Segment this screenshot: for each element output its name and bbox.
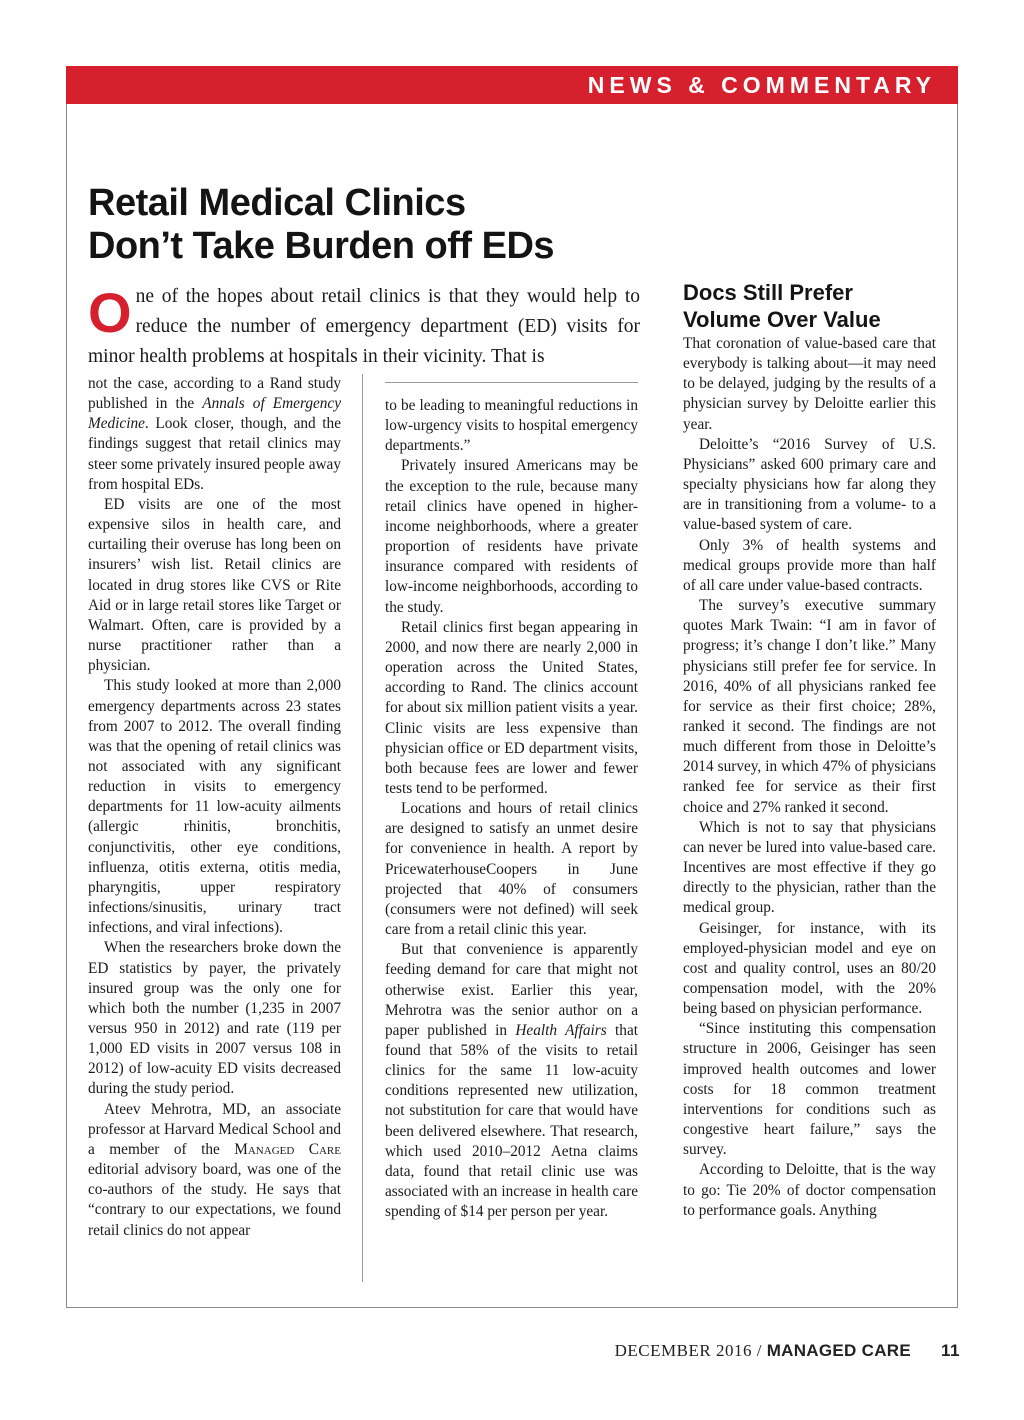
drop-cap: O: [88, 281, 132, 344]
sidebar-paragraph-8: According to Deloitte, that is the way to go: Tie 20% of doctor compensation to performance goals. Anything: [683, 1161, 936, 1219]
page-number: 11: [941, 1341, 960, 1360]
headline-line-2: Don’t Take Burden off EDs: [88, 225, 555, 267]
section-label: NEWS & COMMENTARY: [587, 72, 936, 98]
col1-paragraph-1: [88, 374, 341, 495]
sidebar-paragraph-2: Deloitte’s “2016 Survey of U.S. Physicians” asked 600 primary care and specialty physicians how far along they are in transitioning from a volume- to a value-based system of care.: [683, 435, 936, 534]
col1-paragraph-5: [88, 1100, 341, 1241]
journal-name: Annals of Emergency Medicine: [88, 395, 341, 433]
sidebar-column: [683, 334, 936, 1221]
sidebar-paragraph-6: Geisinger, for instance, with its employed-physician model and eye on cost and quality control, uses an 80/20 compensation model, with the 20% being based on physician performance.: [683, 919, 936, 1018]
headline-line-1: Retail Medical Clinics: [88, 182, 466, 224]
col1-p5-text-b: editorial advisory board, was one of the co-authors of the study. He says that “contrary to our expectations, we found retail clinics do not appear: [88, 1161, 341, 1239]
col2-paragraph-2: Privately insured Americans may be the exception to the rule, because many retail clinics have opened in higher-income neighborhoods, where a greater proportion of residents have private insurance compared with residents of low-income neighborhoods, according to the study.: [385, 457, 638, 616]
sidebar-paragraph-7: “Since instituting this compensation structure in 2006, Geisinger has seen improved health outcomes and lower costs for 18 common treatment interventions for conditions such as congestive heart failure,” says the survey.: [683, 1020, 936, 1159]
column-divider: [362, 374, 363, 1282]
col1-paragraph-2: ED visits are one of the most expensive silos in health care, and curtailing their overuse has long been on insurers’ wish list. Retail clinics are located in drug stores like CVS or Rite Aid or in large retail stores like Target or Walmart. Often, care is provided by a nurse practitioner rather than a physician.: [88, 495, 341, 675]
col2-paragraph-5: [385, 940, 638, 1222]
sidebar-title: [683, 279, 936, 333]
sidebar-paragraph-1: That coronation of value-based care that everybody is talking about—it may need to be delayed, judging by the results of a physician survey by Deloitte earlier this year.: [683, 335, 936, 433]
sidebar-paragraph-4: The survey’s executive summary quotes Mark Twain: “I am in favor of progress; it’s change I don’t like.” Many physicians still prefer fee for service. In 2016, 40% of all physicians ranked fee for service as their first choice; 28%, ranked it second. The findings are not much different from those in Deloitte’s 2014 survey, in which 47% of physicians ranked fee for service as their first choice and 27% ranked it second.: [683, 597, 936, 816]
section-banner: [66, 66, 958, 104]
sidebar-paragraph-3: Only 3% of health systems and medical groups provide more than half of all care under value-based contracts.: [683, 536, 936, 594]
col2-paragraph-1: to be leading to meaningful reductions in low-urgency visits to hospital emergency departments.”: [385, 397, 638, 455]
col2-p5-text-b: that found that 58% of the visits to retail clinics for the same 11 low-acuity conditions represented new utilization, not substitution for care that would have been delivered elsewhere. That research, which used 2010–2012 Aetna claims data, found that retail clinic use was associated with an increase in health care spending of $14 per person per year.: [385, 1021, 638, 1221]
article-lead: [88, 282, 640, 372]
article-headline: [88, 182, 648, 268]
lead-text: ne of the hopes about retail clinics is that they would help to reduce the number of emergency department (ED) visits for minor health problems at hospitals in their vicinity. That is: [88, 286, 640, 367]
sidebar-title-line-1: Docs Still Prefer: [683, 280, 853, 305]
col2-paragraph-3: Retail clinics first began appearing in 2000, and now there are nearly 2,000 in operation across the United States, according to Rand. The clinics account for about six million patient visits a year. Clinic visits are less expensive than physician office or ED department visits, both because fees are lower and fewer tests tend to be performed.: [385, 618, 638, 797]
col2-paragraph-4: Locations and hours of retail clinics are designed to satisfy an unmet desire for convenience in health. A report by PricewaterhouseCoopers in June projected that 40% of consumers (consumers were not defined) will seek care from a retail clinic this year.: [385, 800, 638, 939]
col1-p1-text-a: not the case, according to a Rand study published in the: [88, 375, 341, 413]
col1-p1-text-b: . Look closer, though, and the findings suggest that retail clinics may steer some privately insured people away from hospital EDs.: [88, 415, 341, 493]
journal-name: Health Affairs: [515, 1021, 607, 1039]
page-footer: [615, 1340, 960, 1362]
brand-name: Managed Care: [234, 1140, 341, 1158]
col2-p5-text-a: But that convenience is apparently feeding demand for care that might not otherwise exist. Earlier this year, Mehrotra was the senior author on a paper published in: [385, 941, 638, 1039]
column-top-rule: [385, 382, 638, 383]
article-column-1: [88, 374, 341, 1241]
col1-p5-text-a: Ateev Mehrotra, MD, an associate professor at Harvard Medical School and a member of the: [88, 1100, 341, 1158]
footer-issue: DECEMBER 2016 /: [614, 1341, 767, 1360]
sidebar-title-line-2: Volume Over Value: [683, 307, 881, 332]
article-column-2: [385, 396, 638, 1222]
footer-magazine: MANAGED CARE: [766, 1341, 912, 1360]
col1-paragraph-3: This study looked at more than 2,000 emergency departments across 23 states from 2007 to 2012. The overall finding was that the opening of retail clinics was not associated with any significant reduction in visits to emergency departments for 11 low-acuity ailments (allergic rhinitis, bronchitis, conjunctivitis, other eye conditions, influenza, otitis externa, otitis media, pharyngitis, upper respiratory infections/sinusitis, urinary tract infections, and viral infections).: [88, 677, 341, 937]
col1-paragraph-4: When the researchers broke down the ED statistics by payer, the privately insured group was the only one for which both the number (1,235 in 2007 versus 950 in 2012) and rate (119 per 1,000 ED visits in 2007 versus 108 in 2012) of low-acuity ED visits decreased during the study period.: [88, 939, 341, 1098]
sidebar-paragraph-5: Which is not to say that physicians can never be lured into value-based care. Incentives are most effective if they go directly to the physician, rather than the medical group.: [683, 818, 936, 917]
